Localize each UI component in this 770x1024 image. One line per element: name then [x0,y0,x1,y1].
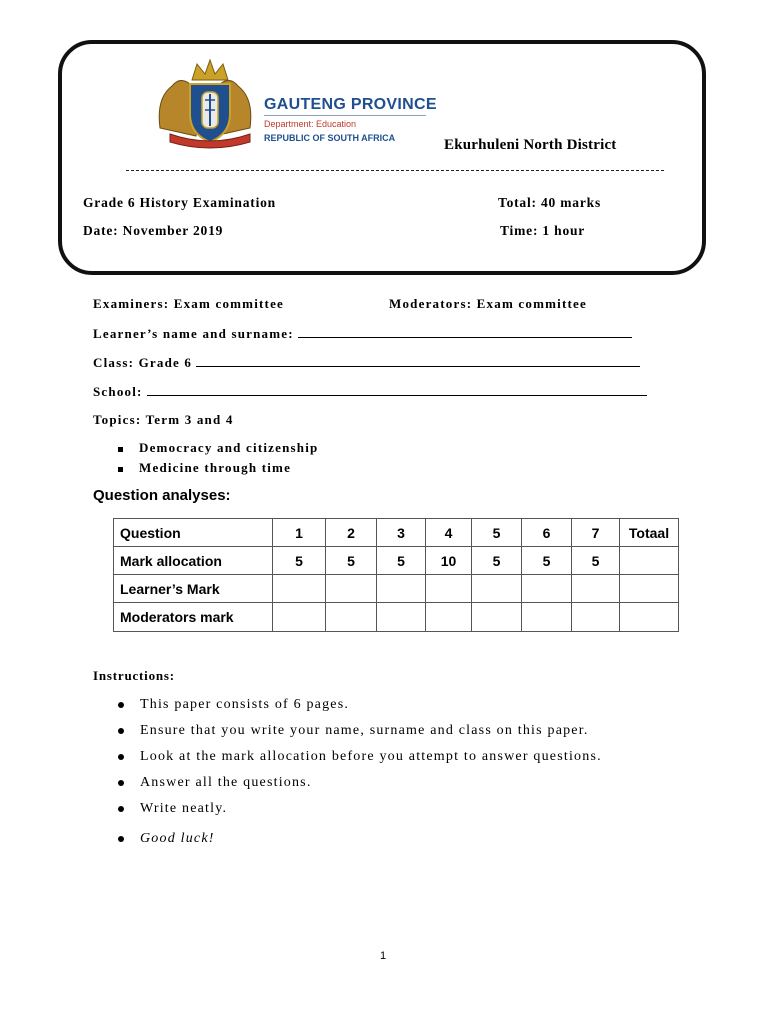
table-cell[interactable] [426,575,472,603]
moderators: Moderators: Exam committee [389,296,587,311]
table-cell: 5 [472,547,522,575]
table-cell[interactable] [572,575,620,603]
province-divider [264,115,426,116]
table-cell: Totaal [620,519,679,547]
bullet-icon [118,754,124,760]
school-field[interactable] [147,383,647,396]
table-cell: 7 [572,519,620,547]
class-label: Class: Grade 6 [93,355,193,370]
table-cell: 5 [273,547,326,575]
instruction-item: Good luck! [118,831,215,847]
instructions-title: Instructions: [93,668,175,683]
school-label: School: [93,384,143,399]
table-row [114,603,679,632]
table-cell: Question [114,519,273,547]
table-cell[interactable] [426,603,472,632]
learner-name-field[interactable] [298,325,632,338]
header-dashed-line [126,170,664,171]
instruction-item: Write neatly. [118,801,227,817]
table-cell: 2 [326,519,377,547]
bullet-icon [118,806,124,812]
province-name: GAUTENG PROVINCE [264,96,437,113]
district-name: Ekurhuleni North District [444,137,617,153]
department-name: Department: Education [264,119,357,129]
instruction-item: Ensure that you write your name, surname and class on this paper. [118,723,589,739]
table-cell[interactable] [377,575,426,603]
page-number: 1 [380,950,387,962]
table-cell: 10 [426,547,472,575]
square-bullet-icon [118,467,123,472]
table-cell[interactable] [326,575,377,603]
table-cell[interactable] [472,575,522,603]
table-row [114,575,679,603]
table-cell[interactable] [472,603,522,632]
table-cell[interactable] [620,575,679,603]
class-row [93,354,658,372]
bullet-icon [118,702,124,708]
table-cell: Moderators mark [114,603,273,632]
table-cell: 5 [472,519,522,547]
table-cell: 5 [326,547,377,575]
table-cell: 5 [377,547,426,575]
class-field[interactable] [196,354,640,367]
table-cell[interactable] [572,603,620,632]
table-cell[interactable] [620,603,679,632]
bullet-icon [118,836,124,842]
examiners: Examiners: Exam committee [93,296,285,311]
topic-item: Democracy and citizenship [118,440,318,456]
learner-name-row [93,325,658,343]
school-row [93,383,658,401]
exam-title: Grade 6 History Examination [83,195,276,210]
table-cell[interactable] [522,603,572,632]
topic-item: Medicine through time [118,460,291,476]
question-analyses-table [113,518,679,632]
republic-name: REPUBLIC OF SOUTH AFRICA [264,133,396,143]
bullet-icon [118,780,124,786]
instruction-item: Look at the mark allocation before you attempt to answer questions. [118,749,602,765]
table-cell: 4 [426,519,472,547]
table-cell: 1 [273,519,326,547]
table-cell: 5 [572,547,620,575]
exam-date: Date: November 2019 [83,223,224,238]
table-cell[interactable] [522,575,572,603]
table-cell: 5 [522,547,572,575]
question-analyses-title: Question analyses: [93,487,231,504]
square-bullet-icon [118,447,123,452]
instruction-item: Answer all the questions. [118,775,312,791]
table-row [114,519,679,547]
instruction-item: This paper consists of 6 pages. [118,697,349,713]
learner-name-label: Learner’s name and surname: [93,326,294,341]
exam-time: Time: 1 hour [500,223,586,238]
table-cell: 3 [377,519,426,547]
bullet-icon [118,728,124,734]
table-cell: Mark allocation [114,547,273,575]
table-cell [620,547,679,575]
table-cell[interactable] [273,575,326,603]
total-marks: Total: 40 marks [498,195,602,210]
table-row [114,547,679,575]
table-cell[interactable] [377,603,426,632]
table-cell: Learner’s Mark [114,575,273,603]
table-cell[interactable] [326,603,377,632]
table-cell: 6 [522,519,572,547]
topics-label: Topics: Term 3 and 4 [93,412,234,427]
table-cell[interactable] [273,603,326,632]
